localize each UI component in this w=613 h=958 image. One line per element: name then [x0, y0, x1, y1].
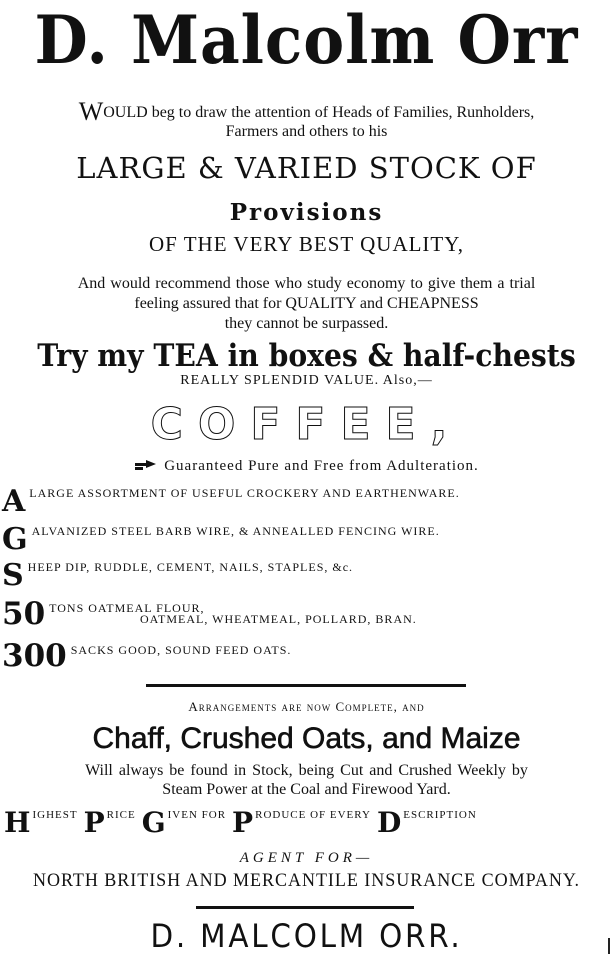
sacks-text: SACKS GOOD, SOUND FEED OATS. — [70, 643, 292, 657]
word-ighest: IGHEST — [32, 809, 78, 821]
stock-heading: LARGE & VARIED STOCK OF — [76, 151, 537, 185]
provisions-heading: Provisions — [229, 199, 384, 226]
coffee-heading: COFFEE, — [150, 399, 463, 450]
goods-row-crockery — [2, 484, 460, 519]
sacks-quantity: 300 — [2, 638, 67, 674]
goods-row-sheep-dip — [2, 558, 353, 593]
company-line: NORTH BRITISH AND MERCANTILE INSURANCE COMPANY. — [32, 870, 581, 891]
tea-subline: REALLY SPLENDID VALUE. Also,— — [180, 373, 433, 388]
initial-p2: P — [232, 806, 254, 839]
goods-text: HEEP DIP, RUDDLE, CEMENT, NAILS, STAPLES, &c. — [27, 560, 354, 574]
word-escription: ESCRIPTION — [403, 809, 477, 821]
guarantee-text: Guaranteed Pure and Free from Adulteration. — [164, 458, 479, 474]
intro-paragraph — [0, 97, 613, 141]
economy-line-2: feeling assured that for QUALITY and CHEAPNESS — [134, 295, 479, 312]
guarantee-line — [0, 456, 613, 478]
intro-text-1: OULD beg to draw the attention of Heads of Families, Runholders, — [103, 104, 535, 121]
goods-initial: A — [2, 484, 26, 519]
edge-mark — [608, 938, 610, 954]
footer-signature: D. MALCOLM ORR. — [150, 917, 463, 955]
highest-price-line — [4, 806, 479, 839]
goods-text: LARGE ASSORTMENT OF USEFUL CROCKERY AND EARTHENWARE. — [29, 486, 460, 500]
goods-initial: S — [2, 558, 24, 593]
arrangements-line: Arrangements are now Complete, and — [188, 699, 425, 714]
agent-line: AGENT FOR— — [239, 850, 374, 866]
initial-p: P — [83, 806, 105, 839]
divider-rule — [146, 684, 466, 687]
initial-g: G — [141, 806, 166, 839]
goods-row-wire — [2, 522, 440, 557]
always-line-1: Will always be found in Stock, being Cut and Crushed Weekly by — [85, 762, 528, 779]
economy-line-3: they cannot be surpassed. — [224, 315, 389, 332]
economy-line-1: And would recommend those who study economy to give them a trial — [77, 275, 536, 292]
word-iven: IVEN FOR — [167, 809, 227, 821]
word-rice: RICE — [106, 809, 136, 821]
initial-h: H — [4, 806, 31, 839]
oats-quantity: 50 — [2, 596, 46, 632]
intro-line-2: Farmers and others to his — [225, 123, 388, 140]
word-roduce: RODUCE OF EVERY — [255, 809, 371, 821]
pointing-hand-icon — [134, 458, 158, 478]
quality-heading: OF THE VERY BEST QUALITY, — [149, 232, 464, 256]
drop-cap: W — [78, 97, 104, 126]
always-line-2: Steam Power at the Coal and Firewood Yard. — [162, 781, 451, 798]
goods-initial: G — [2, 522, 28, 557]
goods-text: ALVANIZED STEEL BARB WIRE, & ANNEALLED FENCING WIRE. — [31, 524, 440, 538]
oats-line-1: TONS OATMEAL FLOUR, — [49, 601, 205, 615]
tea-heading: Try my TEA in boxes & half-chests — [37, 338, 576, 374]
oats-line-2: OATMEAL, WHEATMEAL, POLLARD, BRAN. — [140, 612, 417, 626]
page-title: D. Malcolm Orr — [34, 1, 579, 79]
initial-d: D — [376, 806, 402, 839]
sacks-row — [2, 638, 291, 674]
intro-line-1 — [0, 97, 613, 126]
divider-rule — [196, 906, 414, 909]
chaff-heading: Chaff, Crushed Oats, and Maize — [92, 722, 521, 755]
